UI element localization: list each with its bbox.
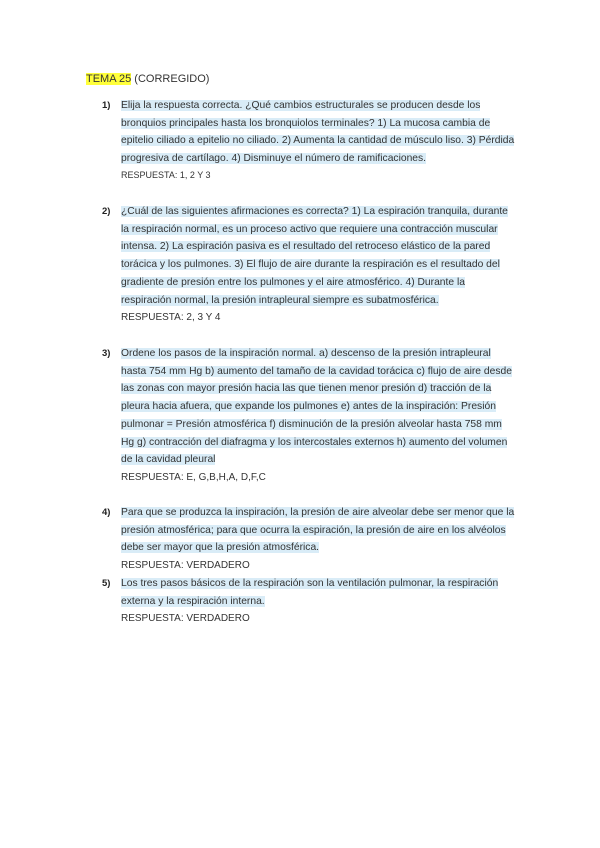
title-suffix: (CORREGIDO): [131, 73, 210, 85]
question-text: Para que se produzca la inspiración, la presión de aire alveolar debe ser menor que la presión atmosférica; para que ocurra la espiración, la presión de aire en los alvéolos debe ser mayor que la presión atmosférica.: [121, 507, 515, 554]
title-highlight: TEMA 25: [86, 73, 132, 85]
item-number: 4): [102, 507, 111, 518]
answer-text: RESPUESTA: E, G,B,H,A, D,F,C: [121, 471, 266, 483]
question-text: Ordene los pasos de la inspiración normal. a) descenso de la presión intrapleural hasta 754 mm Hg b) aumento del tamaño de la cavidad torácica c) flujo de aire desde las zonas con mayor presión hacia las que tienen menor presión d) tracción de la pleura hacia afuera, que expande los pulmones e) antes de la inspiración: Presión pulmonar = Presión atmosférica f) disminución de la presión alveolar hasta 758 mm Hg g) contracción del diafragma y los intercostales externos h) aumento del volumen de la cavidad pleural: [121, 348, 512, 466]
item-number: 2): [102, 206, 111, 217]
list-item: [104, 575, 516, 628]
item-number: 3): [102, 348, 111, 359]
item-number: 5): [102, 578, 111, 589]
answer-text: RESPUESTA: 1, 2 Y 3: [121, 169, 211, 180]
question-text: ¿Cuál de las siguientes afirmaciones es correcta? 1) La espiración tranquila, durante la respiración normal, es un proceso activo que requiere una contracción muscular intensa. 2) La espiración pasiva es el resultado del retroceso elástico de la pared torácica y los pulmones. 3) El flujo de aire durante la respiración es el resultado del gradiente de presión entre los pulmones y el aire atmosférico. 4) Durante la respiración normal, la presión intrapleural siempre es subatmosférica.: [121, 206, 508, 306]
item-number: 1): [102, 100, 111, 111]
answer-text: RESPUESTA: VERDADERO: [121, 613, 250, 625]
answer-text: RESPUESTA: 2, 3 Y 4: [121, 312, 221, 324]
page-title: [86, 72, 209, 86]
list-item: [104, 504, 516, 575]
list-item: [104, 345, 516, 487]
question-text: Elija la respuesta correcta. ¿Qué cambios estructurales se producen desde los bronquios principales hasta los bronquiolos terminales? 1) La mucosa cambia de epitelio ciliado a epitelio no ciliado. 2) Aumenta la cantidad de músculo liso. 3) Pérdida progresiva de cartílago. 4) Disminuye el número de ramificaciones.: [121, 100, 515, 165]
question-text: Los tres pasos básicos de la respiración son la ventilación pulmonar, la respiración externa y la respiración interna.: [121, 578, 499, 607]
list-item: [104, 97, 516, 182]
list-item: [104, 203, 516, 327]
answer-text: RESPUESTA: VERDADERO: [121, 560, 250, 572]
